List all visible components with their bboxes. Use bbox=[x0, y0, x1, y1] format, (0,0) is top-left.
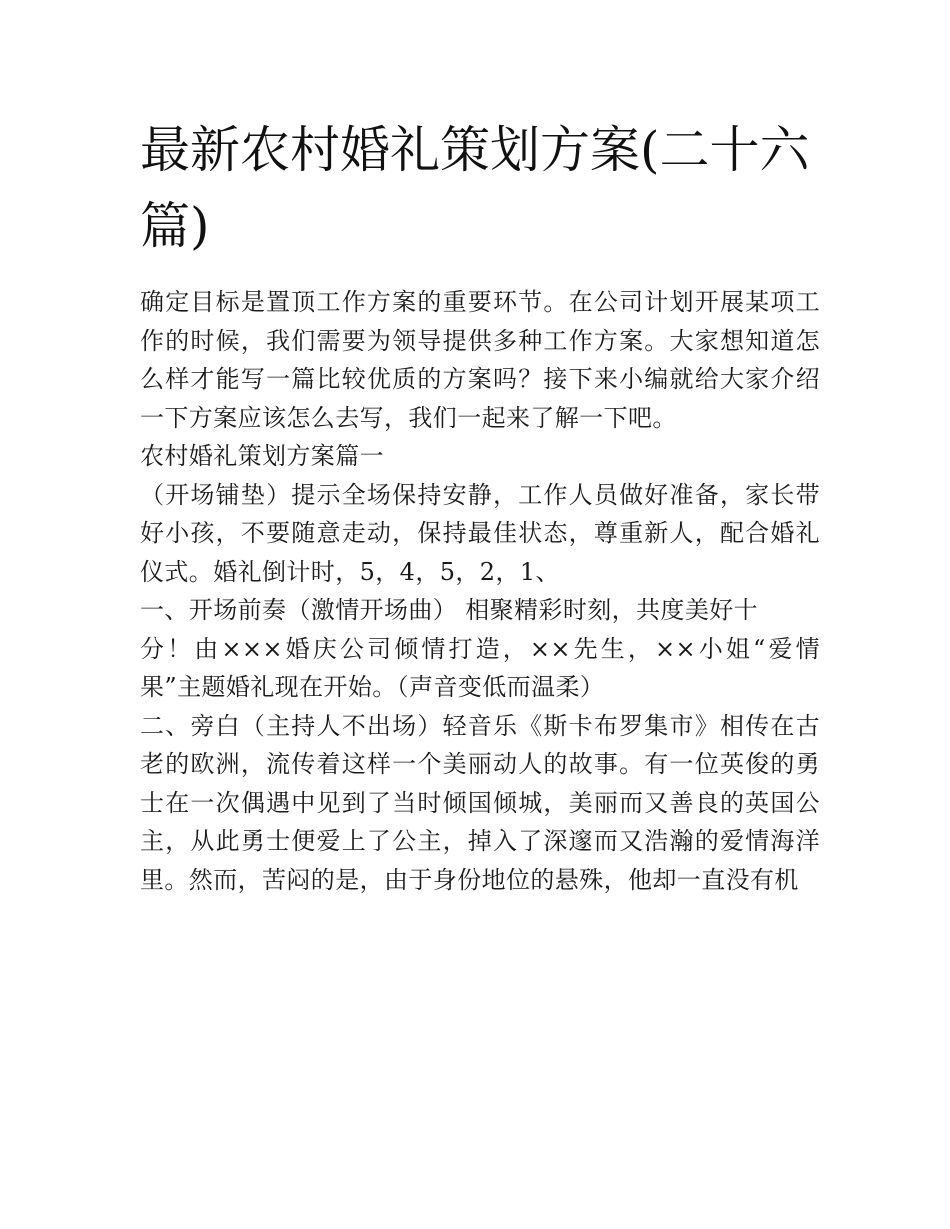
opening-paragraph: （开场铺垫）提示全场保持安静，工作人员做好准备，家长带好小孩，不要随意走动，保持最佳状态，尊重新人，配合婚礼仪式。婚礼倒计时，5，4，5，2，1、 bbox=[140, 480, 820, 586]
document-body bbox=[140, 283, 820, 899]
intro-paragraph: 确定目标是置顶工作方案的重要环节。在公司计划开展某项工作的时候，我们需要为领导提供多种工作方案。大家想知道怎么样才能写一篇比较优质的方案吗？接下来小编就给大家介绍一下方案应该怎么去写，我们一起来了解一下吧。 bbox=[140, 288, 820, 432]
document-title: 最新农村婚礼策划方案(二十六篇) bbox=[140, 121, 810, 255]
step-one-paragraph: 一、开场前奏（激情开场曲） 相聚精彩时刻，共度美好十 bbox=[140, 596, 759, 624]
step-one-continued-paragraph: 分！由×××婚庆公司倾情打造，××先生，××小姐“爱情果”主题婚礼现在开始。（声音变低而温柔） bbox=[140, 634, 820, 701]
section-heading: 农村婚礼策划方案篇一 bbox=[140, 442, 384, 470]
step-two-paragraph: 二、旁白（主持人不出场）轻音乐《斯卡布罗集市》相传在古老的欧洲，流传着这样一个美丽动人的故事。有一位英俊的勇士在一次偶遇中见到了当时倾国倾城，美丽而又善良的英国公主，从此勇士便爱上了公主，掉入了深邃而又浩瀚的爱情海洋里。然而，苦闷的是，由于身份地位的悬殊，他却一直没有机 bbox=[140, 711, 820, 894]
